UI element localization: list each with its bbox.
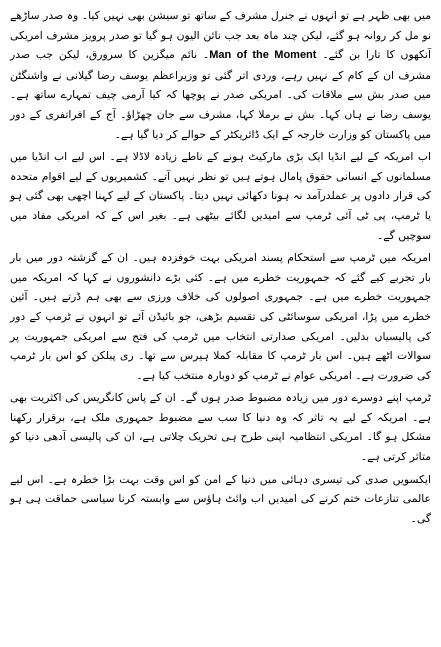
paragraph-2: اب امریکہ کے لیے انڈیا ایک بڑی مارکیٹ ہونے کے ناطے زیادہ لاڈلا ہے۔ اس لیے اب انڈیا میں مسلمانوں کے انسانی حقوق پامال ہوتے ہیں تو نظر نہیں آتے۔ کشمیریوں کے لیے اقوام متحدہ کی قرار دادوں پر عملدرآمد نہ ہونا دکھائی نہیں دیتا۔ پاکستان کے لیے کہنا اچھی بھی گئی ہو یا ٹرمپ، پی ٹی آئی ٹرمپ سے امیدیں لگائے بیٹھی ہے۔ بغیر اس کے کہ امریکی مفاد میں سوچیں گے۔ (10, 150, 431, 242)
paragraph-4: ٹرمپ اپنے دوسرے دور میں زیادہ مضبوط صدر ہوں گے۔ ان کے پاس کانگریس کی اکثریت بھی ہے۔ امریکہ کے لیے یہ تاثر کہ وہ دنیا کا سب سے مضبوط جمہوری ملک ہے، برقرار رکھنا مشکل ہو گا۔ امریکی انتظامیہ اپنی طرح ہی تحریک چلاتی ہے، ان کی پالیسی آدھی دنیا کو متاثر کرتی ہے۔ (10, 391, 431, 464)
paragraph-1-text-a: میں بھی ظہر ہے تو انہوں نے جنرل مشرف کے ساتھ تو سیشن بھی نہیں کیا۔ وہ صدر ساڑھے نو مل کر روانہ ہو گئے، لیکن چند ماہ بعد جب نائن الیون ہو گیا تو صدر پرویز مشرف امریکی آنکھوں کا تارا بن گئے۔ (10, 9, 431, 62)
paragraph-1-text-b: ۔ نائم میگزین کا سرورق، لیکن جب صدر مشرف ان کے کام کے نہیں رہے، وردی اتر گئی تو وزیراعظم یوسف رضا گیلانی نے واشنگٹن میں صدر بش سے ملاقات کی۔ امریکی صدر نے پوچھا کہ کیا آرمی چیف تمہارے ساتھ ہے۔ یوسف رضا نے ہاں کہا۔ بش نے برملا کہا، مشرف سے جان چھڑاؤ۔ آج کے افراتفری کے دور میں پاکستان کو وزارت خارجہ کے ایک ڈائریکٹر کے حوالے کر دیا گیا ہے۔ (10, 48, 431, 141)
paragraph-5: ایکسویں صدی کی تیسری دہائی میں دنیا کے امن کو اس وقت بہت بڑا خطرہ ہے۔ اس لیے عالمی تنازعات ختم کرنے کی امیدیں اب وائٹ ہاؤس سے وابستہ کرنا سیاسی حماقت ہی ہو گی۔ (10, 472, 431, 525)
paragraph-1 (10, 6, 431, 144)
paragraph-3: امریکہ میں ٹرمپ سے استحکام پسند امریکی بہت خوفزدہ ہیں۔ ان کے گزشتہ دور میں بار بار تجربے کیے گئے کہ جمہوریت خطرے میں ہے۔ کئی بڑے دانشوروں نے کہا کہ امریکہ میں جمہوریت خطرے میں ہے۔ جمہوری اصولوں کی خلاف ورزی سے بھی ہم ڈرتے ہیں۔ آئین خطرے میں پڑا، امریکی سوسائٹی کی تقسیم بڑھی، جو بائیڈن آئے تو انہوں نے ٹرمپ کے دور کی پالیسیاں بدلیں۔ امریکی صدارتی انتخاب میں ٹرمپ کی فتح سے امریکی جمہوریت پر سوالات اٹھے ہیں۔ اس بار ٹرمپ کا مقابلہ کملا ہیرس سے تھا۔ ری پبلکن کو اس بار ٹرمپ کی ضرورت ہے۔ امریکی عوام نے ٹرمپ کو دوبارہ منتخب کیا ہے۔ (10, 251, 431, 382)
english-phrase: Man of the Moment (209, 49, 317, 62)
